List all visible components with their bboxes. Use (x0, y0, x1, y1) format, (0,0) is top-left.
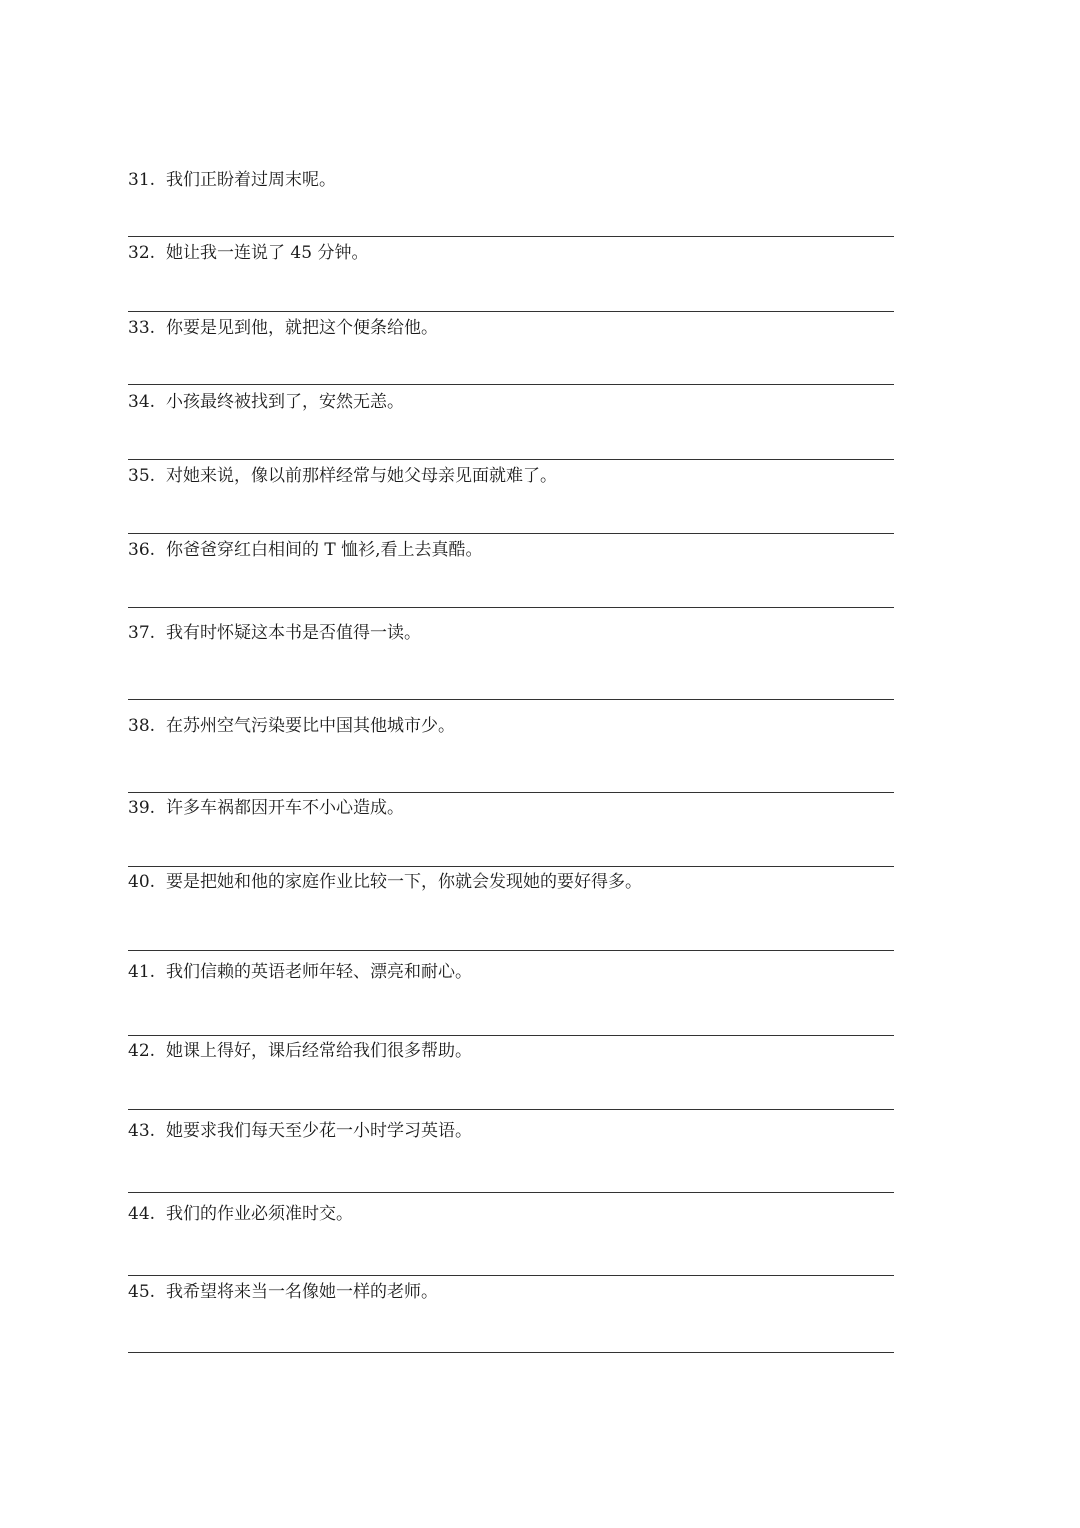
answer-line[interactable] (128, 792, 894, 793)
question-text: 在苏州空气污染要比中国其他城市少。 (166, 716, 455, 736)
answer-line[interactable] (128, 236, 894, 237)
question-number: 31. (128, 170, 156, 190)
question-prompt (128, 1039, 472, 1063)
question-number: 40. (128, 872, 156, 892)
answer-line[interactable] (128, 1352, 894, 1353)
question-prompt (128, 621, 421, 645)
answer-line[interactable] (128, 1275, 894, 1276)
question-prompt (128, 538, 483, 562)
answer-line[interactable] (128, 950, 894, 951)
question-number: 34. (128, 392, 156, 412)
answer-line[interactable] (128, 533, 894, 534)
question-number: 32. (128, 243, 156, 263)
answer-line[interactable] (128, 1035, 894, 1036)
question-number: 38. (128, 716, 156, 736)
answer-line[interactable] (128, 459, 894, 460)
answer-line[interactable] (128, 311, 894, 312)
question-prompt (128, 1202, 353, 1226)
question-number: 39. (128, 798, 156, 818)
answer-line[interactable] (128, 1192, 894, 1193)
question-prompt (128, 714, 455, 738)
question-text: 她让我一连说了 45 分钟。 (166, 243, 369, 263)
question-text: 小孩最终被找到了，安然无恙。 (166, 392, 404, 412)
question-text: 许多车祸都因开车不小心造成。 (166, 798, 404, 818)
question-text: 你要是见到他，就把这个便条给他。 (166, 318, 438, 338)
question-text: 对她来说，像以前那样经常与她父母亲见面就难了。 (166, 466, 557, 486)
question-text: 她课上得好，课后经常给我们很多帮助。 (166, 1041, 472, 1061)
answer-line[interactable] (128, 866, 894, 867)
question-number: 41. (128, 962, 156, 982)
question-number: 33. (128, 318, 156, 338)
question-number: 44. (128, 1204, 156, 1224)
answer-line[interactable] (128, 384, 894, 385)
question-text: 我有时怀疑这本书是否值得一读。 (166, 623, 421, 643)
question-text: 她要求我们每天至少花一小时学习英语。 (166, 1121, 472, 1141)
question-prompt (128, 1119, 472, 1143)
question-prompt (128, 960, 472, 984)
question-prompt (128, 1280, 438, 1304)
question-number: 45. (128, 1282, 156, 1302)
answer-line[interactable] (128, 607, 894, 608)
question-prompt (128, 168, 336, 192)
question-text: 我们正盼着过周末呢。 (166, 170, 336, 190)
question-text: 要是把她和他的家庭作业比较一下，你就会发现她的要好得多。 (166, 872, 642, 892)
question-prompt (128, 390, 404, 414)
question-number: 35. (128, 466, 156, 486)
question-number: 37. (128, 623, 156, 643)
question-number: 36. (128, 540, 156, 560)
question-number: 43. (128, 1121, 156, 1141)
answer-line[interactable] (128, 1109, 894, 1110)
question-prompt (128, 870, 642, 894)
question-text: 你爸爸穿红白相间的 T 恤衫,看上去真酷。 (166, 540, 483, 560)
question-text: 我希望将来当一名像她一样的老师。 (166, 1282, 438, 1302)
question-prompt (128, 316, 438, 340)
question-prompt (128, 464, 557, 488)
question-number: 42. (128, 1041, 156, 1061)
question-prompt (128, 796, 404, 820)
question-text: 我们信赖的英语老师年轻、漂亮和耐心。 (166, 962, 472, 982)
answer-line[interactable] (128, 699, 894, 700)
question-prompt (128, 241, 368, 265)
question-text: 我们的作业必须准时交。 (166, 1204, 353, 1224)
